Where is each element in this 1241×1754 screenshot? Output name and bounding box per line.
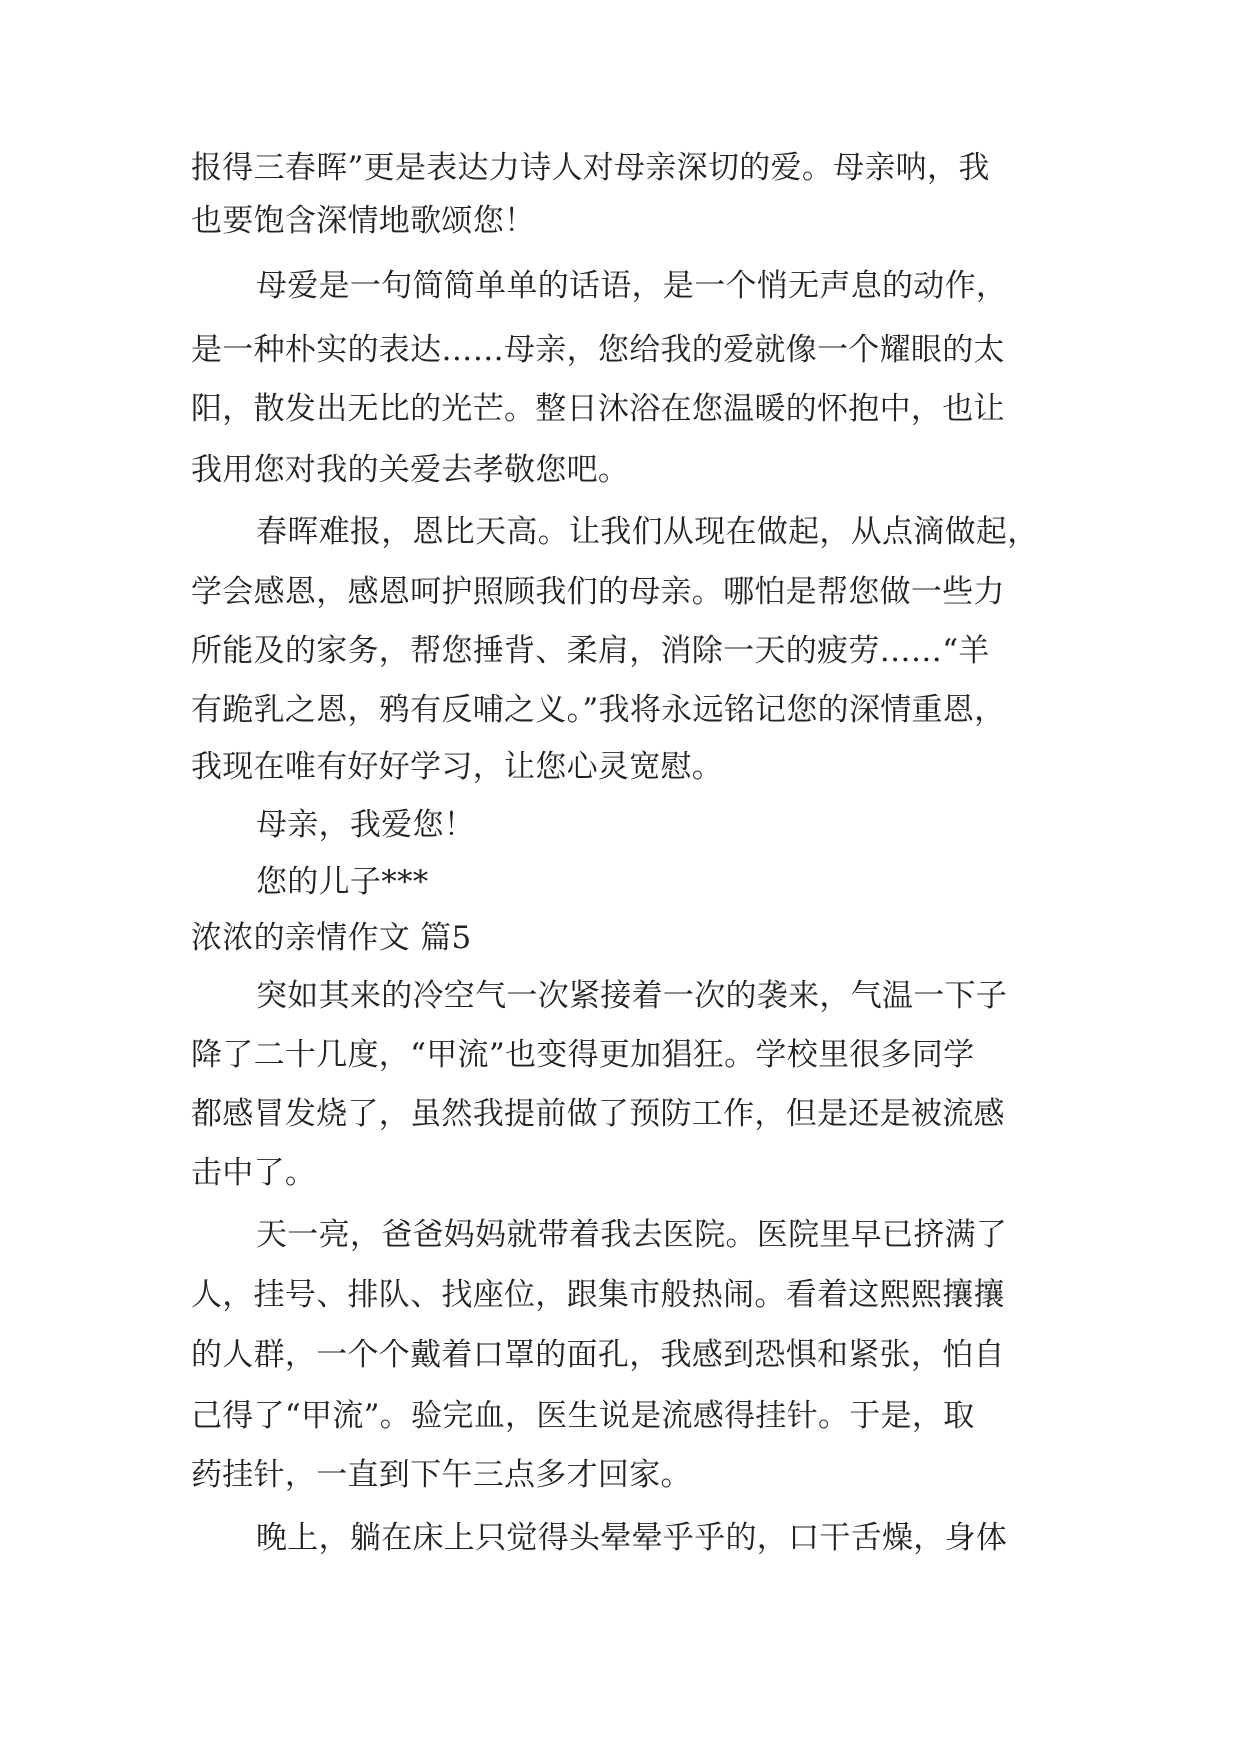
signature-line: 您的儿子*** (256, 864, 429, 900)
text-line: 降了二十几度，“甲流”也变得更加猖狂。学校里很多同学 (191, 1037, 975, 1073)
text-line: 学会感恩，感恩呵护照顾我们的母亲。哪怕是帮您做一些力 (191, 574, 1005, 610)
text-line: 报得三春晖”更是表达力诗人对母亲深切的爱。母亲呐，我 (191, 150, 990, 186)
text-line: 是一种朴实的表达……母亲，您给我的爱就像一个耀眼的太 (191, 332, 1005, 368)
closing-line: 母亲，我爱您！ (256, 807, 476, 843)
text-line: 我现在唯有好好学习，让您心灵宽慰。 (191, 749, 724, 785)
text-line: 都感冒发烧了，虽然我提前做了预防工作，但是还是被流感 (191, 1096, 1005, 1132)
paragraph-first-line: 突如其来的冷空气一次紧接着一次的袭来，气温一下子 (256, 978, 1008, 1014)
text-line: 药挂针，一直到下午三点多才回家。 (191, 1457, 692, 1493)
paragraph-first-line: 春晖难报，恩比天高。让我们从现在做起，从点滴做起， (256, 514, 1039, 550)
text-line: 阳，散发出无比的光芒。整日沐浴在您温暖的怀抱中，也让 (191, 391, 1005, 427)
text-line: 的人群，一个个戴着口罩的面孔，我感到恐惧和紧张，怕自 (191, 1337, 1005, 1373)
text-line: 人，挂号、排队、找座位，跟集市般热闹。看着这熙熙攘攘 (191, 1277, 1005, 1313)
text-line: 我用您对我的关爱去孝敬您吧。 (191, 452, 630, 488)
text-line: 击中了。 (191, 1155, 317, 1191)
text-line: 有跪乳之恩，鸦有反哺之义。”我将永远铭记您的深情重恩， (191, 692, 1006, 728)
paragraph-first-line: 晚上，躺在床上只觉得头晕晕乎乎的，口干舌燥，身体 (256, 1520, 1008, 1556)
paragraph-first-line: 母爱是一句简简单单的话语，是一个悄无声息的动作， (256, 268, 1008, 304)
section-heading: 浓浓的亲情作文 篇5 (191, 920, 472, 956)
text-line: 也要饱含深情地歌颂您！ (191, 203, 536, 239)
text-line: 己得了“甲流”。验完血，医生说是流感得挂针。于是，取 (191, 1398, 975, 1434)
text-line: 所能及的家务，帮您捶背、柔肩，消除一天的疲劳……“羊 (191, 633, 990, 669)
paragraph-first-line: 天一亮，爸爸妈妈就带着我去医院。医院里早已挤满了 (256, 1217, 1008, 1253)
